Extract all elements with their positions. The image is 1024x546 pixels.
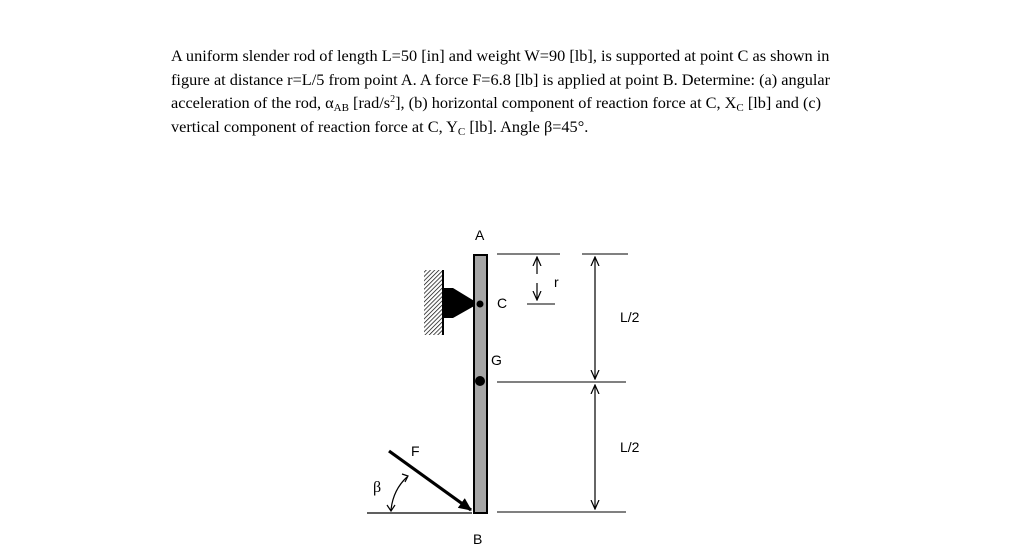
pin-support <box>443 288 476 318</box>
alpha-subscript: AB <box>333 102 349 115</box>
label-r: r <box>554 274 559 290</box>
line3-end: [lb] and (c) <box>743 93 822 113</box>
label-g: G <box>491 352 502 368</box>
yc-subscript: C <box>457 125 466 138</box>
xc-subscript: C <box>736 102 744 115</box>
point-c-dot <box>477 301 484 308</box>
unit-superscript: 2 <box>390 94 396 106</box>
label-b: B <box>473 531 483 546</box>
line3-pre: acceleration of the rod, α <box>171 93 334 113</box>
problem-line-2: figure at distance r=L/5 from point A. A force F=6.8 [lb] is applied at point B. Determine: (a) angular <box>171 69 831 89</box>
label-half-bottom: L/2 <box>620 439 640 455</box>
force-f-arrow <box>389 451 471 510</box>
label-half-top: L/2 <box>620 309 640 325</box>
wall-hatch <box>424 270 443 335</box>
line3-mid: [rad/s <box>348 93 391 113</box>
label-f: F <box>411 443 420 459</box>
line4-post: [lb]. Angle β=45°. <box>465 116 589 136</box>
label-c: C <box>497 295 508 311</box>
beta-angle-arc <box>391 477 407 510</box>
line3-post: ], (b) horizontal component of reaction force at C, X <box>395 93 737 113</box>
problem-line-1: A uniform slender rod of length L=50 [in] and weight W=90 [lb], is supported at point C as shown in <box>171 46 830 65</box>
label-a: A <box>475 227 485 243</box>
label-beta: β <box>373 479 382 496</box>
point-g-dot <box>475 376 485 386</box>
line4-pre: vertical component of reaction force at C, Y <box>171 116 458 136</box>
